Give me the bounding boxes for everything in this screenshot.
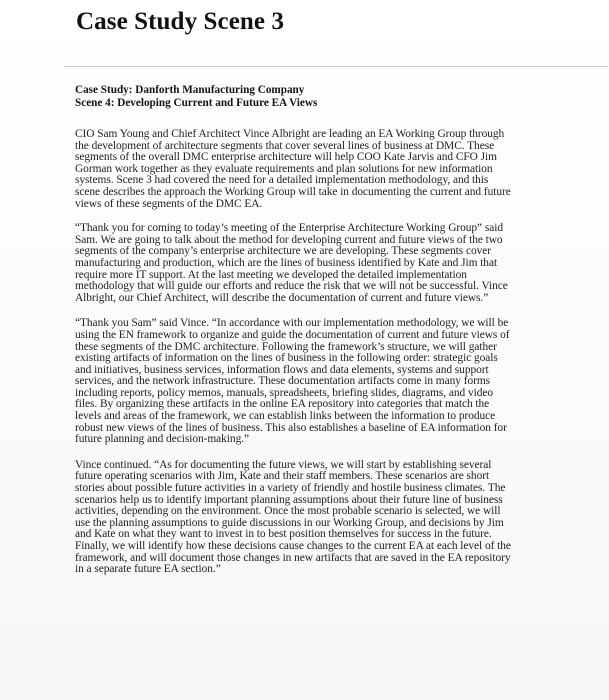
text-line: levels and areas of the framework, we can establish links between the information to produce [75, 410, 496, 423]
text-line: scenarios help us to identify important planning assumptions about their future line of business [75, 493, 503, 506]
text-line: scene describes the approach the Working Group will take in documenting the current and future [75, 185, 511, 198]
text-line: the development of architecture segments that cover several lines of business at DMC. These [75, 139, 495, 152]
text-line: Vince continued. “As for documenting the future views, we will start by establishing several [75, 458, 492, 471]
text-line: “Thank you Sam” said Vince. “In accordance with our implementation methodology, we will be [75, 317, 509, 330]
paragraph-vince-quote [75, 318, 565, 446]
paragraph-intro [75, 129, 565, 210]
scene-heading: Scene 4: Developing Current and Future EA Views [75, 97, 318, 109]
text-line: Sam. We are going to talk about the method for developing current and future views of the two [75, 233, 503, 246]
text-line: services, and the network infrastructure. These documentation artifacts come in many forms [75, 375, 491, 388]
text-line: files. By organizing these artifacts in the online EA repository into categories that match the [75, 398, 490, 411]
text-line: CIO Sam Young and Chief Architect Vince Albright are leading an EA Working Group through [75, 128, 505, 140]
text-line: Finally, we will identify how these decisions cause changes to the current EA at each level of the [75, 540, 511, 552]
text-line: use the planning assumptions to guide discussions in our Working Group, and decisions by Jim [75, 516, 504, 529]
text-line: views of these segments of the DMC EA. [75, 197, 263, 210]
text-line: systems. Scene 3 had covered the need for a detailed implementation methodology, and this [75, 174, 489, 187]
text-line: future planning and decision-making.” [75, 433, 250, 446]
text-line: and initiatives, business services, information flows and data elements, systems and support [75, 363, 489, 376]
text-line: “Thank you for coming to today’s meeting of the Enterprise Architecture Working Group” said [75, 222, 503, 235]
text-line: these segments of the DMC architecture. Following the framework’s structure, we will gather [75, 340, 497, 353]
paragraph-sam-quote [75, 223, 565, 304]
case-study-heading: Case Study: Danforth Manufacturing Company [75, 84, 305, 96]
page-title: Case Study Scene 3 [76, 8, 285, 35]
text-line: future operating scenarios with Jim, Kate and their staff members. These scenarios are short [75, 470, 490, 483]
text-line: including reports, policy memos, manuals, spreadsheets, briefing slides, diagrams, and video [75, 386, 494, 399]
paragraph-future-views [75, 460, 565, 576]
text-line: robust new views of the lines of business. This also establishes a baseline of EA information for [75, 421, 507, 434]
text-line: manufacturing and production, which are the lines of business identified by Kate and Jim that [75, 256, 498, 269]
title-divider [64, 66, 608, 67]
text-line: stories about possible future activities in a variety of friendly and hostile business climates. The [75, 482, 506, 495]
text-line: Albright, our Chief Architect, will describe the documentation of current and future views.” [75, 291, 489, 304]
text-line: require more IT support. At the last meeting we developed the detailed implementation [75, 268, 467, 281]
text-line: existing artifacts of information on the lines of business in the following order: strategic goals [75, 352, 498, 365]
text-line: activities, depending on the environment. Once the most probable scenario is selected, we will [75, 505, 501, 518]
text-line: using the EN framework to organize and guide the documentation of current and future views of [75, 328, 510, 341]
case-study-body [75, 84, 565, 576]
text-line: methodology that will guide our efforts and reduce the risk that we will not be successful. Vince [75, 280, 508, 293]
text-line: framework, and will document those changes in new artifacts that are saved in the EA repository [75, 551, 511, 564]
text-line: in a separate future EA section.” [75, 563, 221, 576]
text-line: segments of the overall DMC enterprise architecture will help COO Kate Jarvis and CFO Jim [75, 151, 497, 164]
text-line: and Kate on what they want to invest in to best position themselves for success in the future. [75, 528, 492, 541]
text-line: Gorman work together as they evaluate requirements and plan solutions for new information [75, 162, 493, 175]
text-line: segments of the company’s enterprise architecture we are developing. These segments cover [75, 245, 492, 258]
